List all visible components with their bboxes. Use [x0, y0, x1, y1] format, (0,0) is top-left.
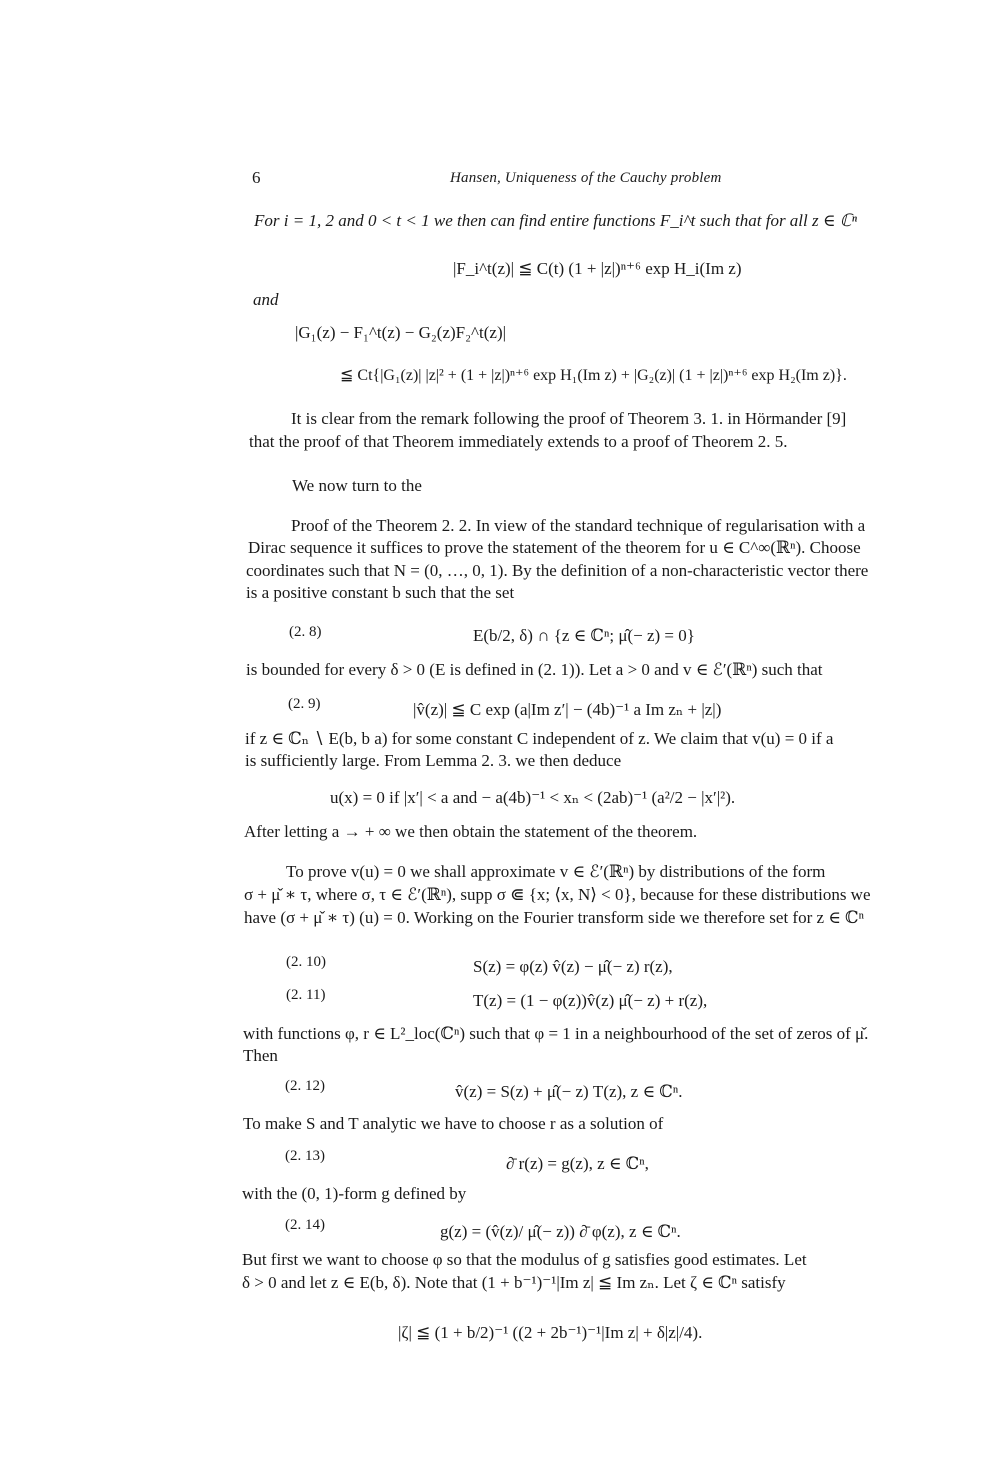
text-line: Then [243, 1046, 278, 1065]
text-line: is a positive constant b such that the set [246, 583, 515, 602]
text-line: have (σ + μ̌ ∗ τ) (u) = 0. Working on the Fourier transform side we therefore set for z ∈ ℂⁿ [244, 908, 865, 927]
text-line: To make S and T analytic we have to choose r as a solution of [243, 1114, 664, 1133]
text-line: To prove v(u) = 0 we shall approximate v ∈ ℰ′(ℝⁿ) by distributions of the form [286, 862, 826, 881]
equation: T(z) = (1 − φ(z))v̂(z) μ̂(− z) + r(z), [473, 991, 708, 1010]
text-line: It is clear from the remark following the proof of Theorem 3. 1. in Hörmander [9] [291, 409, 847, 428]
equation: S(z) = φ(z) v̂(z) − μ̂(− z) r(z), [473, 957, 673, 976]
text-line: Dirac sequence it suffices to prove the statement of the theorem for u ∈ C^∞(ℝⁿ). Choose [248, 538, 861, 557]
equation: E(b/2, δ) ∩ {z ∈ ℂⁿ; μ̂(− z) = 0} [473, 626, 695, 645]
equation-label: (2. 9) [288, 696, 321, 712]
equation: v̂(z) = S(z) + μ̂(− z) T(z), z ∈ ℂⁿ. [455, 1082, 683, 1101]
equation: ≦ Ct{|G₁(z)| |z|² + (1 + |z|)ⁿ⁺⁶ exp H₁(Im z) + |G₂(z)| (1 + |z|)ⁿ⁺⁶ exp H₂(Im z)}. [340, 367, 847, 384]
equation-label: (2. 10) [286, 954, 326, 970]
equation: u(x) = 0 if |x′| < a and − a(4b)⁻¹ < xₙ < (2ab)⁻¹ (a²/2 − |x′|²). [330, 788, 736, 807]
text-line: and [253, 290, 279, 309]
text-line: After letting a → + ∞ we then obtain the statement of the theorem. [244, 822, 698, 841]
text-line: We now turn to the [292, 476, 422, 495]
equation-label: (2. 13) [285, 1148, 325, 1164]
equation: g(z) = (v̂(z)/ μ̂(− z)) ∂̄ φ(z), z ∈ ℂⁿ. [440, 1222, 681, 1241]
text-line: with the (0, 1)-form g defined by [242, 1184, 467, 1203]
text-line: Proof of the Theorem 2. 2. In view of the standard technique of regularisation with a [291, 516, 866, 535]
text-line: δ > 0 and let z ∈ E(b, δ). Note that (1 + b⁻¹)⁻¹|Im z| ≦ Im zₙ. Let ζ ∈ ℂⁿ satisfy [242, 1273, 786, 1292]
text-line: is bounded for every δ > 0 (E is defined in (2. 1)). Let a > 0 and v ∈ ℰ′(ℝⁿ) such that [246, 660, 823, 679]
text-line: But first we want to choose φ so that the modulus of g satisfies good estimates. Let [242, 1250, 807, 1269]
equation-label: (2. 14) [285, 1217, 325, 1233]
text-line: with functions φ, r ∈ L²_loc(ℂⁿ) such that φ = 1 in a neighbourhood of the set of zeros of μ̌. [243, 1024, 869, 1043]
text-line: σ + μ̌ ∗ τ, where σ, τ ∈ ℰ′(ℝⁿ), supp σ ⋐ {x; ⟨x, N⟩ < 0}, because for these distributions we [244, 885, 871, 904]
text-line: if z ∈ ℂₙ ∖ E(b, b a) for some constant C independent of z. We claim that v(u) = 0 if a [245, 729, 834, 748]
text-line: that the proof of that Theorem immediately extends to a proof of Theorem 2. 5. [249, 432, 788, 451]
equation: |v̂(z)| ≦ C exp (a|Im z′| − (4b)⁻¹ a Im zₙ + |z|) [413, 700, 722, 719]
text-line: coordinates such that N = (0, …, 0, 1). By the definition of a non-characteristic vector there [246, 561, 869, 580]
equation: |F_i^t(z)| ≦ C(t) (1 + |z|)ⁿ⁺⁶ exp H_i(Im z) [453, 259, 742, 278]
page-number: 6 [252, 168, 261, 187]
equation-label: (2. 12) [285, 1078, 325, 1094]
text-line: is sufficiently large. From Lemma 2. 3. we then deduce [245, 751, 622, 770]
equation-label: (2. 8) [289, 624, 322, 640]
equation: |ζ| ≦ (1 + b/2)⁻¹ ((2 + 2b⁻¹)⁻¹|Im z| + δ|z|/4). [398, 1323, 703, 1342]
equation-label: (2. 11) [286, 987, 326, 1003]
equation: |G₁(z) − F₁^t(z) − G₂(z)F₂^t(z)| [295, 323, 507, 342]
running-title: Hansen, Uniqueness of the Cauchy problem [450, 170, 722, 186]
equation: ∂̄ r(z) = g(z), z ∈ ℂⁿ, [506, 1154, 649, 1173]
text-line: For i = 1, 2 and 0 < t < 1 we then can find entire functions F_i^t such that for all z ∈ ℂⁿ [254, 211, 857, 230]
